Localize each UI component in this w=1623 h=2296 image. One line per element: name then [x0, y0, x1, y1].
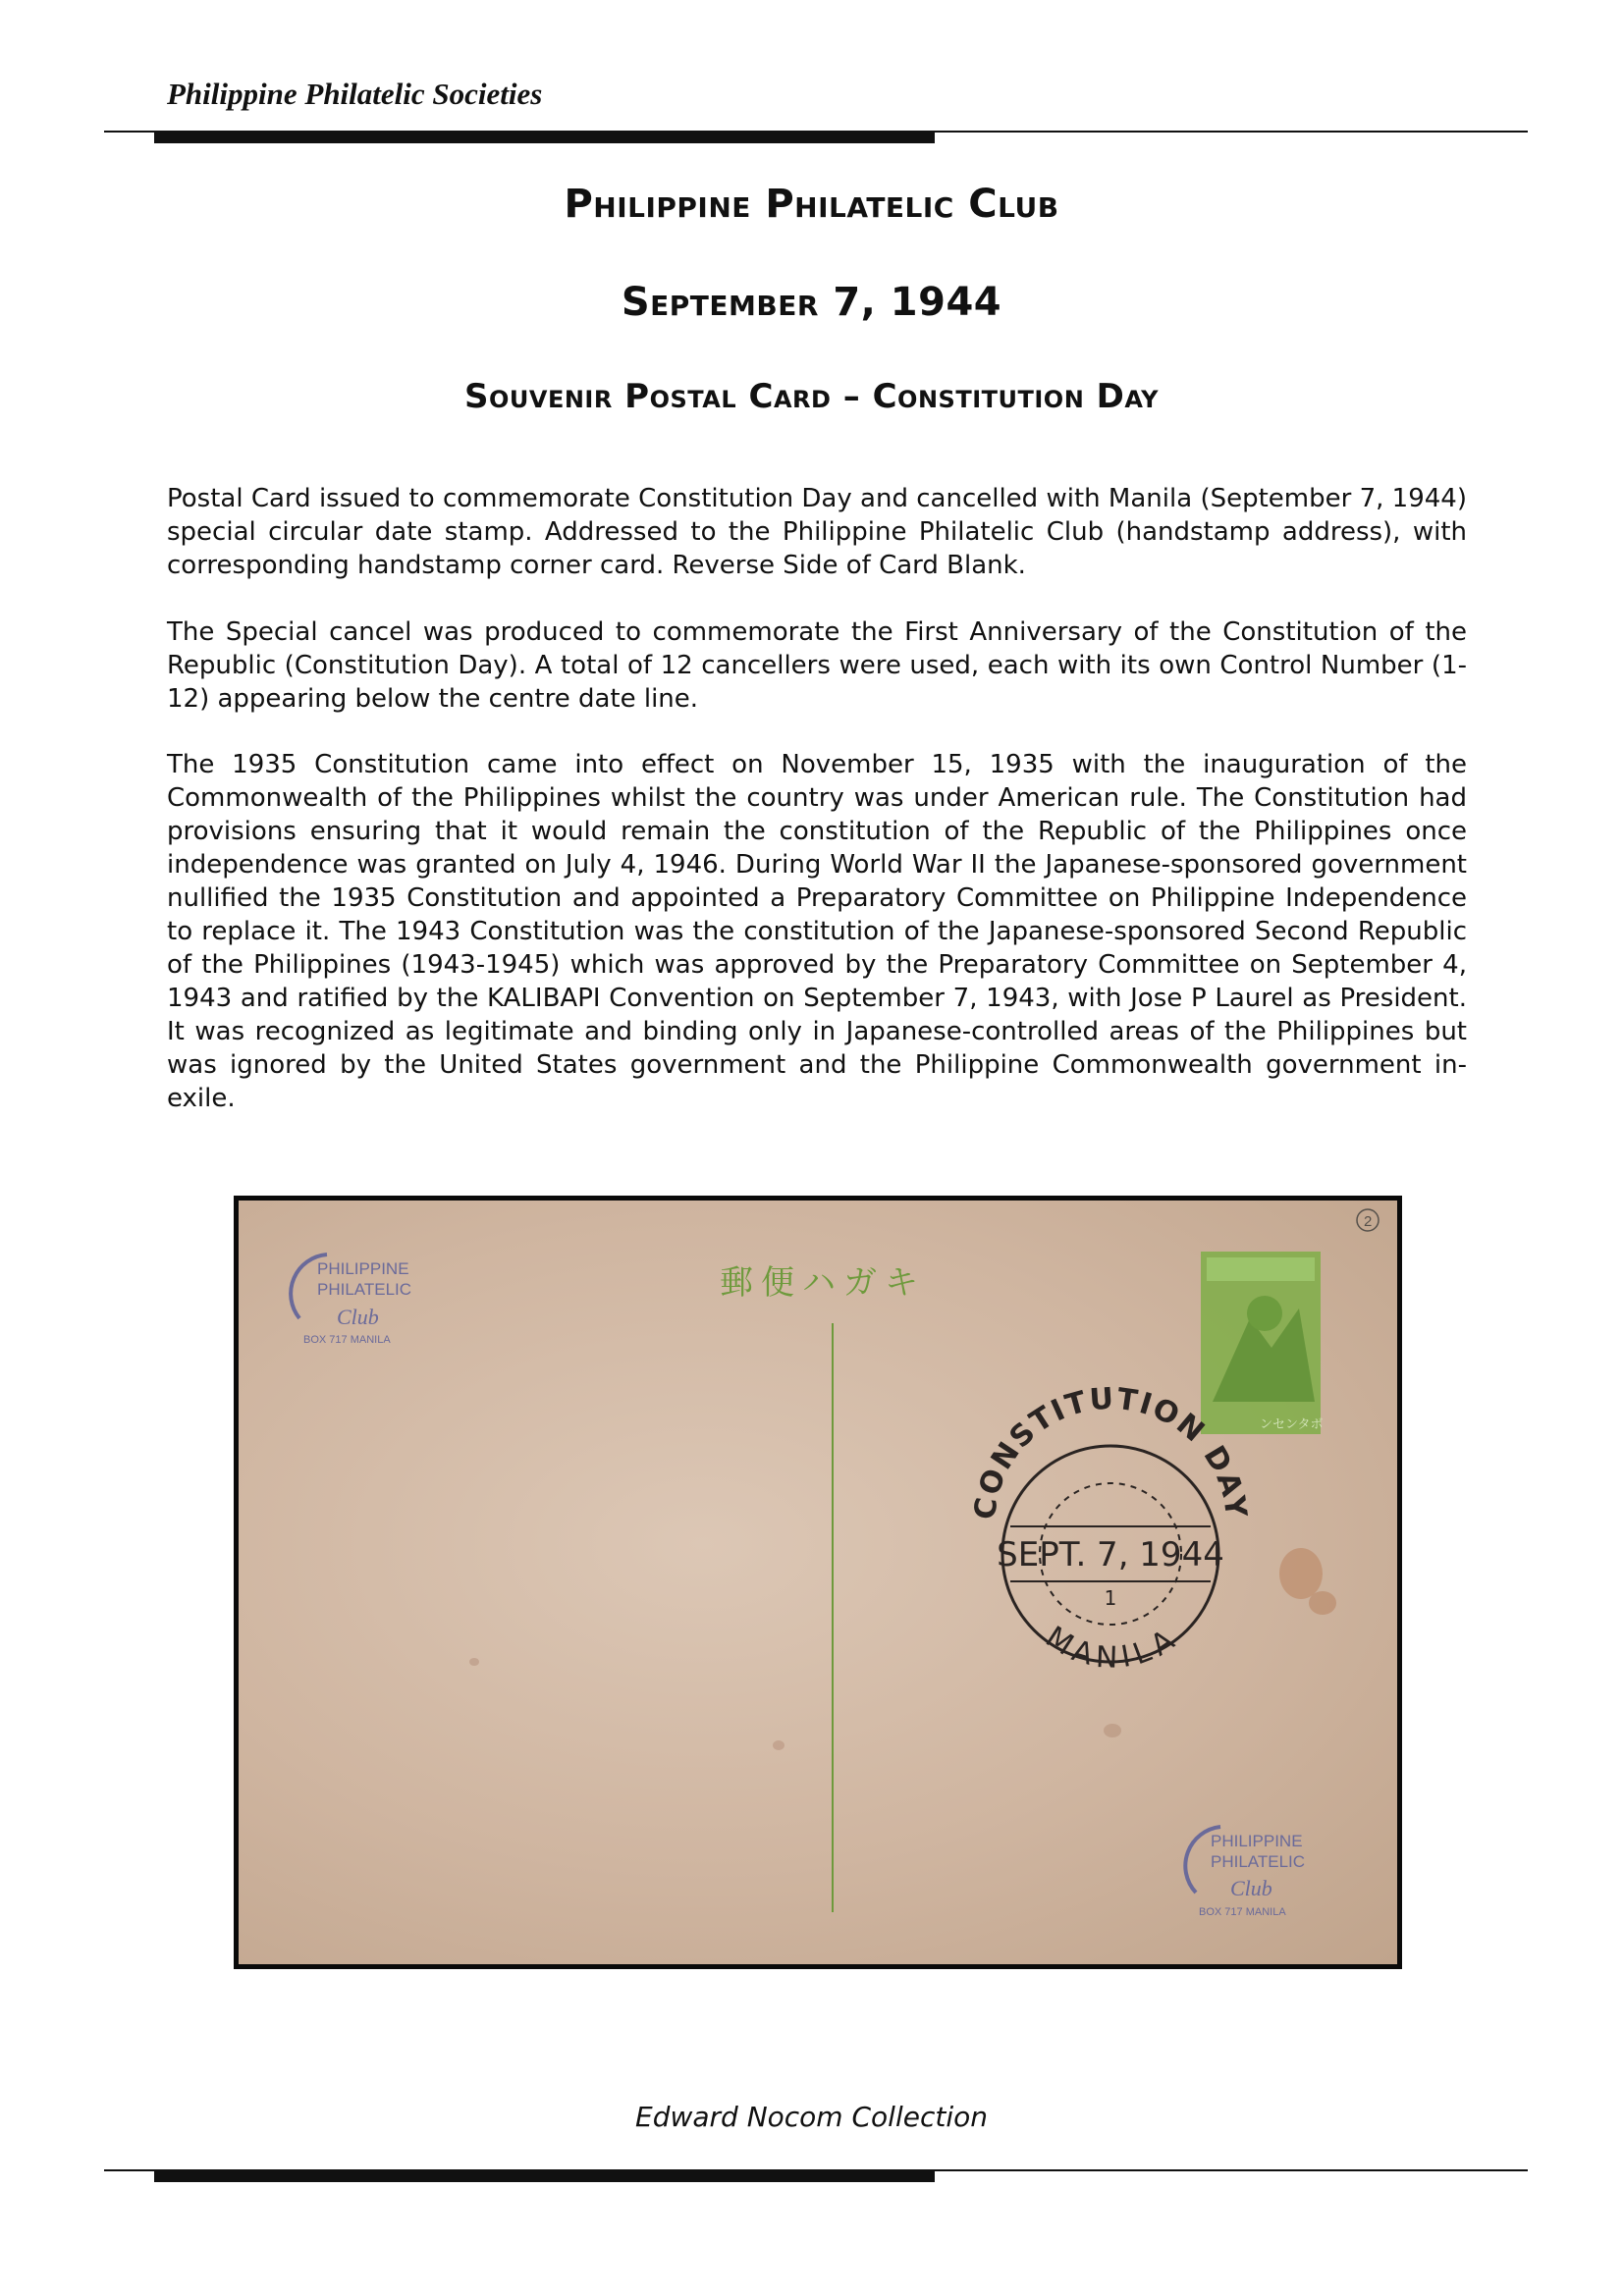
header-rule-thick [154, 132, 935, 143]
description-paragraph-3: The 1935 Constitution came into effect on November 15, 1935 with the inauguration of the Commonwealth of the Philippines whilst the country was under American rule. The Constitution had provisions ensuring that it would remain the constitution of the Republic of the Philippines once independence was granted on July 4, 1946. During World War II the Japanese-sponsored government nullified the 1935 Constitution and appointed a Preparatory Committee on Philippine Independence to replace it. The 1943 Constitution was the constitution of the Japanese-sponsored Second Republic of the Philippines (1943-1945) which was approved by the Preparatory Committee on September 4, 1943 and ratified by the KALIBAPI Convention on September 7, 1943, with Jose P Laurel as President. It was recognized as legitimate and binding only in Japanese-controlled areas of the Philippines but was ignored by the United States government and the Philippine Commonwealth government in-exile. [167, 750, 1467, 1113]
stamp-text: ンセンタボ [1260, 1417, 1324, 1432]
address-handstamp-bottom [1185, 1827, 1305, 1918]
address-line3: Club [1230, 1876, 1272, 1900]
footer-rule-thick [154, 2170, 935, 2182]
postal-card-image [234, 1196, 1402, 1969]
address-line4: BOX 717 MANILA [1199, 1906, 1286, 1918]
cancel-bottom-arc: MANILA [1039, 1620, 1186, 1676]
card-stains [469, 1548, 1336, 1750]
corner-handstamp-top [291, 1255, 411, 1346]
description-paragraph-1: Postal Card issued to commemorate Constitution Day and cancelled with Manila (September 7, 1944) special circular date stamp. Addressed to the Philippine Philatelic Club (handstamp address), with corresponding handstamp corner card. Reverse Side of Card Blank. [167, 484, 1467, 580]
corner-mark: 2 [1364, 1213, 1373, 1230]
handstamp-line4: BOX 717 MANILA [303, 1334, 391, 1346]
cancel-control-number: 1 [1104, 1586, 1117, 1610]
publication-title: Philippine Philatelic Societies [167, 77, 543, 111]
description-paragraph-2: The Special cancel was produced to commemorate the First Anniversary of the Constitution of the Republic (Constitution Day). A total of 12 cancellers were used, each with its own Control Number (1-12) appearing below the centre date line. [167, 617, 1467, 714]
svg-text:MANILA [1040, 1620, 1186, 1676]
imprinted-stamp [1201, 1252, 1323, 1434]
handstamp-line3: Club [337, 1305, 379, 1329]
collection-credit: Edward Nocom Collection [635, 2101, 988, 2133]
date-title: September 7, 1944 [621, 280, 1002, 325]
postal-card-svg [239, 1201, 1397, 1964]
address-line2: PHILATELIC [1211, 1852, 1306, 1871]
cancel-date: SEPT. 7, 1944 [997, 1535, 1224, 1575]
address-line1: PHILIPPINE [1211, 1832, 1303, 1850]
handstamp-line2: PHILATELIC [317, 1280, 412, 1299]
handstamp-line1: PHILIPPINE [317, 1259, 409, 1278]
japanese-heading: 郵便ハガキ [720, 1263, 926, 1303]
club-title: Philippine Philatelic Club [564, 182, 1059, 227]
constitution-day-cancel [968, 1381, 1254, 1675]
cancel-top-arc: CONSTITUTION DAY [967, 1381, 1254, 1522]
subject-title: Souvenir Postal Card – Constitution Day [464, 377, 1159, 416]
